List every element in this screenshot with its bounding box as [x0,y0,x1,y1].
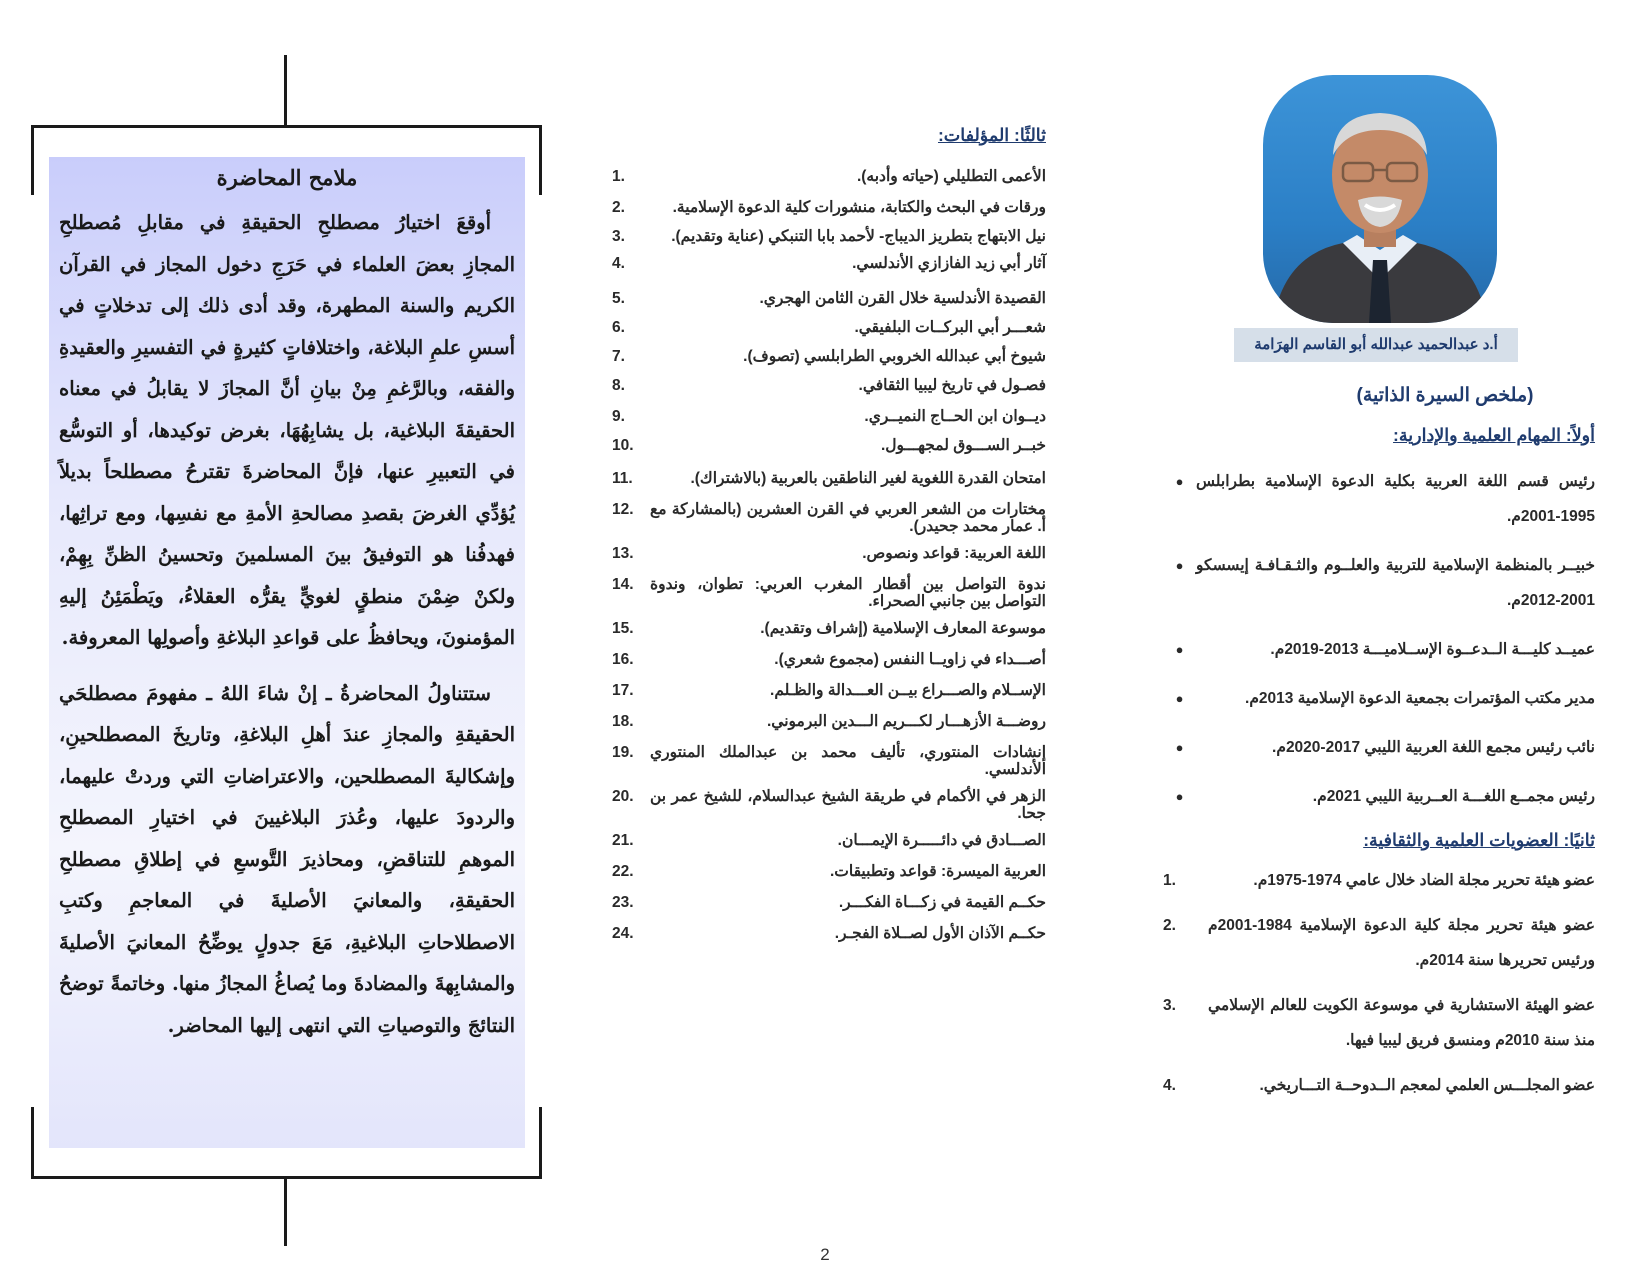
publications-list [612,168,1046,942]
lecture-summary-box [49,157,525,1148]
roles-list [1163,464,1595,814]
publication-number: 22. [612,863,634,880]
publication-number: 1. [612,168,625,185]
publication-number: 16. [612,651,634,668]
publication-number: 14. [612,576,634,593]
membership-item [1163,908,1595,978]
publication-number: 2. [612,199,625,216]
publication-title: روضـــة الأزهـــار لكـــريم الـــدين البرموني. [766,713,1046,730]
role-text: عميــد كليـــة الــدعــوة الإســلاميـــة 2013-2019م. [1270,641,1595,658]
lecture-paragraph-2: ستتناولُ المحاضرةُ ـ إنْ شاءَ اللهُ ـ مفهومَ مصطلحَي الحقيقةِ والمجازِ عندَ أهلِ البلاغةِ، وتاريخَ المصطلحينِ، وإشكاليةَ المصطلحين، والاعتراضاتِ التي وردتْ عليهما، والردودَ عليها، وعُذرَ البلاغيينَ في اختيارِ المصطلحِ الموهمِ للتناقضِ، ومحاذيرَ التَّوسعِ في إطلاقِ مصطلحِ الحقيقةِ، والمعانيَ الأصليةَ في المعاجمِ وكتبِ الاصطلاحاتِ البلاغيةِ، مَعَ جدولٍ يوضِّحُ المعانيَ الأصليةَ والمشابِهةَ والمضادةَ وما يُصاغُ المجازُ منها. وخاتمةً توضحُ النتائجَ والتوصياتِ التي انتهى إليها المحاضر. [59,681,515,1037]
publications-heading: ثالثًا: المؤلفات: [937,125,1046,145]
publication-title: ورقات في البحث والكتابة، منشورات كلية الدعوة الإسلامية. [672,199,1046,216]
frame-top-bar [31,125,542,128]
publication-number: 11. [612,470,633,487]
frame-left-top [31,125,34,195]
role-item [1163,730,1595,765]
profile-photo [1263,75,1497,323]
bullet-icon: ● [1175,691,1184,706]
portrait-illustration [1263,75,1497,323]
frame-top-stub [284,55,287,125]
profile-name-caption: أ.د عبدالحميد عبدالله أبو القاسم الهرَامة [1234,328,1518,362]
role-item [1163,632,1595,667]
membership-item [1163,988,1595,1058]
publication-title: خبــر الســـوق لمجهـــول. [880,437,1046,454]
memberships-list [1163,863,1595,1103]
publication-title: حكــم الآذان الأول لصــلاة الفجـر. [834,925,1046,942]
publication-title: اللغة العربية: قواعد ونصوص. [862,545,1046,562]
publication-item [612,863,1046,880]
publication-number: 12. [612,501,634,518]
publication-number: 19. [612,744,634,761]
publication-title: فصـول في تاريخ ليبيا الثقافي. [858,377,1046,394]
publication-item [612,744,1046,778]
publication-title: الزهر في الأكمام في طريقة الشيخ عبدالسلام، للشيخ عمر بن جحا. [650,788,1046,822]
frame-bottom-stub [284,1176,287,1246]
role-text: مدير مكتب المؤتمرات بجمعية الدعوة الإسلامية 2013م. [1245,690,1595,707]
memberships-heading: ثانيًا: العضويات العلمية والثقافية: [1363,830,1595,850]
publication-number: 9. [612,408,625,425]
publication-title: حكــم القيمة في زكـــاة الفكـــر. [838,894,1046,911]
publication-number: 17. [612,682,634,699]
publication-item [612,620,1046,637]
publication-item [612,832,1046,849]
publication-number: 3. [612,228,625,245]
publication-title: شعـــر أبي البركــات البلفيقي. [854,319,1046,336]
membership-number: 3. [1163,997,1176,1014]
publication-title: ديــوان ابن الحــاج النميــري. [864,408,1046,425]
membership-number: 4. [1163,1077,1176,1094]
bullet-icon: ● [1175,740,1184,755]
publication-number: 21. [612,832,634,849]
frame-right-top [539,125,542,195]
memberships-section [1163,830,1595,1113]
publication-number: 8. [612,377,625,394]
lecture-paragraph-1: أوقعَ اختيارُ مصطلحِ الحقيقةِ في مقابلِ مُصطلحِ المجازِ بعضَ العلماء في حَرَجِ دخول المجاز في القرآن الكريم والسنة المطهرة، وقد أدى ذلك إلى تدخلاتٍ في أسسِ علمِ البلاغة، واختلافاتٍ كثيرةٍ في التفسيرِ والعقيدةِ والفقه، وبالرَّغمِ مِنْ بيانِ أنَّ المجازَ لا يقابلُ في معناه الحقيقةَ البلاغية، بل يشابِهُهَا، بغرض توكيدها، أو التوسُّع في التعبيرِ عنها، فإنَّ المحاضرةَ تقترحُ مصطلحاً بديلاً يُؤدِّي الغرضَ بقصدِ مصالحةِ الأمةِ مع نفسِها، ومع تراثِها، فهدفُنا هو التوفيقُ بينَ المسلمينَ وتحسينُ الظنِّ بِهِمْ، ولكنْ ضِمْنَ منطقٍ لغويٍّ يقرُّه العقلاءُ، ويَطْمَئِنُ إليهِ المؤمنونَ، ويحافظُ على قواعدِ البلاغةِ وأصولِها المعروفة. [59,211,515,649]
publication-item [612,651,1046,668]
publication-number: 6. [612,319,625,336]
publication-item [612,788,1046,822]
role-item [1163,681,1595,716]
membership-text: عضو المجلـــس العلمي لمعجم الــدوحــة التـــاريخي. [1259,1077,1595,1094]
publication-item [612,437,1046,454]
publication-item [612,255,1046,272]
publication-number: 18. [612,713,634,730]
publication-item [612,545,1046,562]
publication-title: الصـــادق في دائـــــرة الإيمـــان. [837,832,1046,849]
publication-item [612,228,1046,245]
publication-number: 5. [612,290,625,307]
publication-title: أصـــداء في زاويــا النفس (مجموع شعري). [774,651,1046,668]
publication-item [612,470,1046,487]
publication-title: امتحان القدرة اللغوية لغير الناطقين بالعربية (بالاشتراك). [690,470,1046,487]
publication-number: 4. [612,255,625,272]
publication-number: 20. [612,788,634,805]
publication-title: الإســلام والصـــراع بيــن العـــدالة والظـلم. [770,682,1046,699]
membership-item [1163,1068,1595,1103]
publication-item [612,408,1046,425]
frame-right-bottom [539,1107,542,1179]
publication-title: نيل الابتهاج بتطريز الديباج- لأحمد بابا التنبكي (عناية وتقديم). [671,228,1046,245]
membership-item [1163,863,1595,898]
publication-title: آثار أبي زيد الفازازي الأندلسي. [852,255,1046,272]
publication-item [612,576,1046,610]
publication-title: العربية الميسرة: قواعد وتطبيقات. [829,863,1046,880]
publications-section [612,125,1046,942]
role-item [1163,779,1595,814]
publication-item [612,319,1046,336]
publication-item [612,290,1046,307]
role-text: خبيــر بالمنظمة الإسلامية للتربية والعلــوم والثـقـافـة إيسسكو 2001-2012م. [1196,557,1595,609]
publication-item [612,501,1046,535]
publication-number: 7. [612,348,625,365]
bullet-icon: ● [1175,558,1184,573]
page-number: 2 [820,1245,830,1264]
role-text: رئيس قسم اللغة العربية بكلية الدعوة الإسلامية بطرابلس 1995-2001م. [1196,473,1595,525]
membership-number: 2. [1163,917,1176,934]
bullet-icon: ● [1175,474,1184,489]
lecture-title: ملامح المحاضرة [216,165,358,190]
bullet-icon: ● [1175,642,1184,657]
cv-subtitle: (ملخص السيرة الذاتية) [1356,385,1534,406]
publication-title: مختارات من الشعر العربي في القرن العشرين (بالمشاركة مع أ. عمار محمد جحيدر). [650,501,1046,535]
roles-section [1163,425,1595,828]
publication-item [612,925,1046,942]
publication-item [612,682,1046,699]
publication-number: 10. [612,437,634,454]
publication-number: 13. [612,545,634,562]
membership-text: عضو هيئة تحرير مجلة الضاد خلال عامي 1974-1975م. [1253,872,1595,889]
publication-title: الأعمى التطليلي (حياته وأدبه). [856,168,1046,185]
publication-item [612,377,1046,394]
publication-item [612,894,1046,911]
publication-item [612,348,1046,365]
membership-text: عضو هيئة تحرير مجلة كلية الدعوة الإسلامية 1984-2001م ورئيس تحريرها سنة 2014م. [1208,917,1595,969]
publication-title: شيوخ أبي عبدالله الخروبي الطرابلسي (تصوف). [743,348,1046,365]
publication-number: 24. [612,925,634,942]
publication-item [612,168,1046,185]
membership-text: عضو الهيئة الاستشارية في موسوعة الكويت للعالم الإسلامي منذ سنة 2010م ومنسق فريق ليبيا فيها. [1208,997,1595,1049]
roles-heading: أولاً: المهام العلمية والإدارية: [1393,425,1595,445]
publication-number: 23. [612,894,634,911]
role-text: نائب رئيس مجمع اللغة العربية الليبي 2017-2020م. [1272,739,1595,756]
role-text: رئيس مجمــع اللغـــة العــربية الليبي 2021م. [1312,788,1595,805]
bullet-icon: ● [1175,789,1184,804]
publication-item [612,199,1046,216]
publication-title: ندوة التواصل بين أقطار المغرب العربي: تطوان، وندوة التواصل بين جانبي الصحراء. [650,576,1046,610]
frame-left-bottom [31,1107,34,1179]
publication-title: القصيدة الأندلسية خلال القرن الثامن الهجري. [759,290,1046,307]
role-item [1163,464,1595,534]
publication-title: موسوعة المعارف الإسلامية (إشراف وتقديم). [760,620,1046,637]
publication-title: إنشادات المنتوري، تأليف محمد بن عبدالملك المنتوري الأندلسي. [650,744,1046,778]
role-item [1163,548,1595,618]
publication-number: 15. [612,620,634,637]
membership-number: 1. [1163,872,1176,889]
publication-item [612,713,1046,730]
